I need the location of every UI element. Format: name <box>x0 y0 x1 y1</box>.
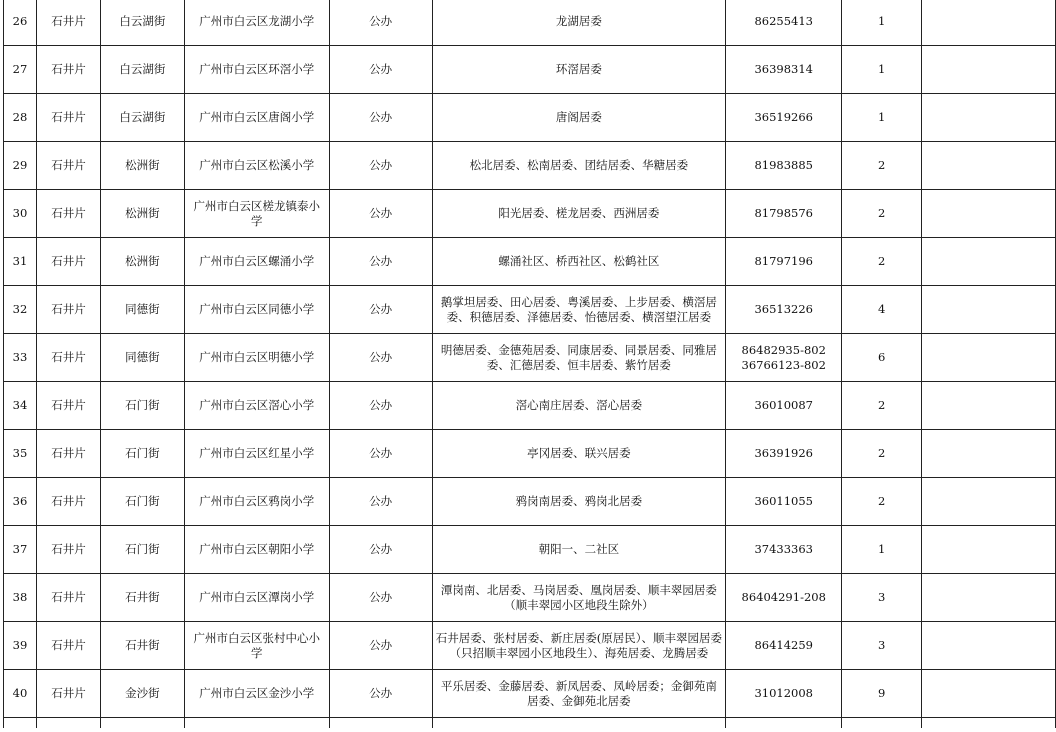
street-cell: 松洲街 <box>100 142 184 190</box>
school-cell: 广州市白云区潭岗小学 <box>184 574 329 622</box>
communities-cell: 鹅掌坦居委、田心居委、粤溪居委、上步居委、横滘居委、积德居委、泽德居委、怡德居委、横滘望江居委 <box>432 286 726 334</box>
area-cell: 石井片 <box>36 94 100 142</box>
row-number: 31 <box>4 238 37 286</box>
street-cell: 石门街 <box>100 478 184 526</box>
school-cell: 广州市白云区环滘小学 <box>184 46 329 94</box>
row-number: 37 <box>4 526 37 574</box>
school-cell: 广州市白云区金沙小学 <box>184 670 329 718</box>
communities-cell: 明德居委、金德苑居委、同康居委、同景居委、同雅居委、汇德居委、恒丰居委、紫竹居委 <box>432 334 726 382</box>
row-number: 38 <box>4 574 37 622</box>
street-cell: 石井街 <box>100 622 184 670</box>
table-row <box>4 478 1056 526</box>
note-cell <box>922 142 1056 190</box>
communities-cell: 滘心南庄居委、滘心居委 <box>432 382 726 430</box>
school-type-cell: 公办 <box>329 94 432 142</box>
row-number: 28 <box>4 94 37 142</box>
street-cell: 金沙街 <box>100 670 184 718</box>
note-cell <box>922 238 1056 286</box>
school-type-cell: 公办 <box>329 142 432 190</box>
area-cell: 石井片 <box>36 382 100 430</box>
row-number: 30 <box>4 190 37 238</box>
school-cell: 广州市白云区朝阳小学 <box>184 526 329 574</box>
school-type-cell: 公办 <box>329 0 432 46</box>
phone-cell: 86414259 <box>726 622 842 670</box>
communities-cell: 鸦岗南居委、鸦岗北居委 <box>432 478 726 526</box>
school-cell: 广州市白云区鸦岗小学 <box>184 478 329 526</box>
row-number: 35 <box>4 430 37 478</box>
note-cell <box>922 430 1056 478</box>
communities-cell: 朝阳一、二社区 <box>432 526 726 574</box>
note-cell <box>922 622 1056 670</box>
count-cell: 3 <box>842 622 922 670</box>
communities-cell: 松北居委、松南居委、团结居委、华糖居委 <box>432 142 726 190</box>
phone-cell: 36398314 <box>726 46 842 94</box>
row-number: 33 <box>4 334 37 382</box>
table-row-partial <box>4 718 1056 729</box>
street-cell: 同德街 <box>100 334 184 382</box>
note-cell <box>922 94 1056 142</box>
communities-cell: 平乐居委、金藤居委、新凤居委、凤岭居委；金御苑南居委、金御苑北居委 <box>432 670 726 718</box>
street-cell: 石门街 <box>100 382 184 430</box>
table-row <box>4 46 1056 94</box>
school-type-cell: 公办 <box>329 286 432 334</box>
note-cell <box>922 382 1056 430</box>
phone-cell: 36519266 <box>726 94 842 142</box>
note-cell <box>922 46 1056 94</box>
row-number: 40 <box>4 670 37 718</box>
area-cell: 石井片 <box>36 46 100 94</box>
row-number: 39 <box>4 622 37 670</box>
street-cell: 松洲街 <box>100 190 184 238</box>
school-type-cell: 公办 <box>329 430 432 478</box>
count-cell: 1 <box>842 94 922 142</box>
school-type-cell: 公办 <box>329 238 432 286</box>
communities-cell: 螺涌社区、桥西社区、松鹤社区 <box>432 238 726 286</box>
count-cell: 3 <box>842 574 922 622</box>
table-row <box>4 190 1056 238</box>
communities-cell: 唐阁居委 <box>432 94 726 142</box>
school-cell: 广州市白云区明德小学 <box>184 334 329 382</box>
area-cell: 石井片 <box>36 574 100 622</box>
row-number: 26 <box>4 0 37 46</box>
school-cell: 广州市白云区唐阁小学 <box>184 94 329 142</box>
table-row <box>4 670 1056 718</box>
school-cell: 广州市白云区红星小学 <box>184 430 329 478</box>
school-cell: 广州市白云区滘心小学 <box>184 382 329 430</box>
table-row <box>4 622 1056 670</box>
phone-cell: 37433363 <box>726 526 842 574</box>
table-row <box>4 430 1056 478</box>
school-cell: 广州市白云区螺涌小学 <box>184 238 329 286</box>
school-type-cell: 公办 <box>329 478 432 526</box>
communities-cell: 阳光居委、槎龙居委、西洲居委 <box>432 190 726 238</box>
table-row <box>4 0 1056 46</box>
note-cell <box>922 574 1056 622</box>
school-cell: 广州市白云区槎龙镇泰小学 <box>184 190 329 238</box>
school-cell: 广州市白云区松溪小学 <box>184 142 329 190</box>
count-cell: 2 <box>842 190 922 238</box>
note-cell <box>922 334 1056 382</box>
table-row <box>4 574 1056 622</box>
area-cell: 石井片 <box>36 0 100 46</box>
street-cell: 白云湖街 <box>100 94 184 142</box>
count-cell: 2 <box>842 430 922 478</box>
school-type-cell: 公办 <box>329 382 432 430</box>
note-cell <box>922 670 1056 718</box>
school-cell: 广州市白云区张村中心小学 <box>184 622 329 670</box>
area-cell: 石井片 <box>36 286 100 334</box>
row-number: 29 <box>4 142 37 190</box>
area-cell: 石井片 <box>36 622 100 670</box>
area-cell: 石井片 <box>36 526 100 574</box>
phone-cell: 31012008 <box>726 670 842 718</box>
school-type-cell: 公办 <box>329 670 432 718</box>
table-row <box>4 382 1056 430</box>
count-cell: 4 <box>842 286 922 334</box>
street-cell: 石门街 <box>100 526 184 574</box>
count-cell: 1 <box>842 0 922 46</box>
count-cell: 2 <box>842 478 922 526</box>
count-cell: 6 <box>842 334 922 382</box>
phone-cell: 36010087 <box>726 382 842 430</box>
communities-cell: 龙湖居委 <box>432 0 726 46</box>
school-type-cell: 公办 <box>329 526 432 574</box>
phone-cell: 81983885 <box>726 142 842 190</box>
note-cell <box>922 526 1056 574</box>
phone-cell: 36011055 <box>726 478 842 526</box>
phone-cell: 81797196 <box>726 238 842 286</box>
count-cell: 2 <box>842 238 922 286</box>
phone-cell: 36391926 <box>726 430 842 478</box>
table-row <box>4 334 1056 382</box>
street-cell: 白云湖街 <box>100 46 184 94</box>
street-cell: 同德街 <box>100 286 184 334</box>
communities-cell: 石井居委、张村居委、新庄居委(原居民）、顺丰翠园居委（只招顺丰翠园小区地段生）、海苑居委、龙腾居委 <box>432 622 726 670</box>
phone-cell: 81798576 <box>726 190 842 238</box>
row-number: 36 <box>4 478 37 526</box>
communities-cell: 潭岗南、北居委、马岗居委、凰岗居委、顺丰翠园居委（顺丰翠园小区地段生除外） <box>432 574 726 622</box>
school-type-cell: 公办 <box>329 46 432 94</box>
communities-cell: 亭冈居委、联兴居委 <box>432 430 726 478</box>
street-cell: 白云湖街 <box>100 0 184 46</box>
school-type-cell: 公办 <box>329 334 432 382</box>
table-row <box>4 94 1056 142</box>
area-cell: 石井片 <box>36 238 100 286</box>
note-cell <box>922 0 1056 46</box>
street-cell: 石门街 <box>100 430 184 478</box>
school-cell: 广州市白云区龙湖小学 <box>184 0 329 46</box>
enrollment-table <box>3 0 1056 728</box>
table-row <box>4 526 1056 574</box>
street-cell: 松洲街 <box>100 238 184 286</box>
school-type-cell: 公办 <box>329 190 432 238</box>
area-cell: 石井片 <box>36 142 100 190</box>
phone-cell: 86255413 <box>726 0 842 46</box>
phone-cell: 86404291-208 <box>726 574 842 622</box>
area-cell: 石井片 <box>36 190 100 238</box>
row-number: 34 <box>4 382 37 430</box>
area-cell: 石井片 <box>36 478 100 526</box>
row-number: 32 <box>4 286 37 334</box>
area-cell: 石井片 <box>36 334 100 382</box>
phone-cell: 36513226 <box>726 286 842 334</box>
street-cell: 石井街 <box>100 574 184 622</box>
school-type-cell: 公办 <box>329 574 432 622</box>
table-row <box>4 286 1056 334</box>
table-body <box>4 0 1056 728</box>
note-cell <box>922 478 1056 526</box>
communities-cell: 环滘居委 <box>432 46 726 94</box>
phone-cell: 86482935-802 36766123-802 <box>726 334 842 382</box>
count-cell: 2 <box>842 382 922 430</box>
school-type-cell: 公办 <box>329 622 432 670</box>
row-number: 27 <box>4 46 37 94</box>
note-cell <box>922 190 1056 238</box>
table-row <box>4 142 1056 190</box>
count-cell: 1 <box>842 46 922 94</box>
area-cell: 石井片 <box>36 430 100 478</box>
count-cell: 2 <box>842 142 922 190</box>
note-cell <box>922 286 1056 334</box>
count-cell: 1 <box>842 526 922 574</box>
count-cell: 9 <box>842 670 922 718</box>
table-row <box>4 238 1056 286</box>
area-cell: 石井片 <box>36 670 100 718</box>
school-cell: 广州市白云区同德小学 <box>184 286 329 334</box>
